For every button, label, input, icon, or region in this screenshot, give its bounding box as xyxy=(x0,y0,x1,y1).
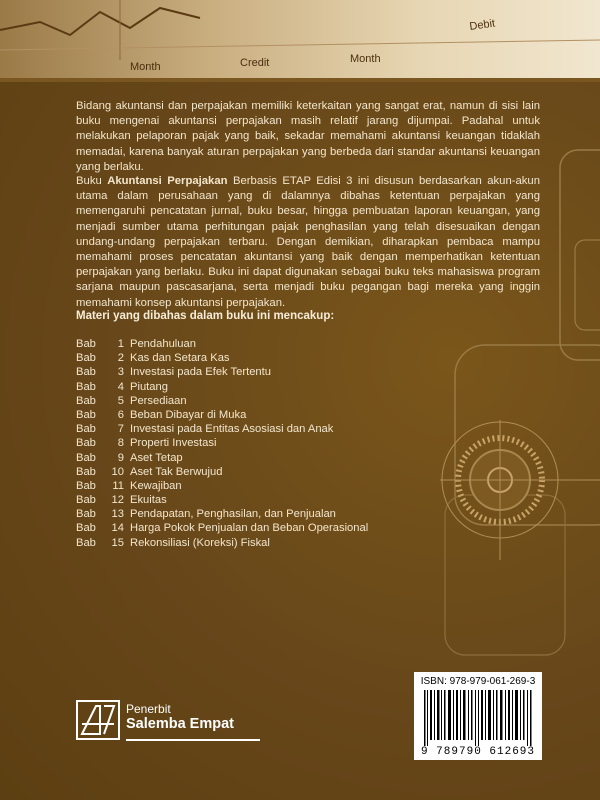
toc-bab-label: Bab xyxy=(76,451,96,464)
toc-bab-label: Bab xyxy=(76,508,96,521)
toc-bab-label: Bab xyxy=(76,437,96,450)
toc-title: Beban Dibayar di Muka xyxy=(130,408,247,421)
toc-bab-label: Bab xyxy=(76,408,96,421)
toc-item xyxy=(76,479,368,493)
barcode-digits: 9 789790 612693 xyxy=(420,746,536,758)
toc-number: 13 xyxy=(111,508,124,521)
toc-number: 3 xyxy=(117,366,124,379)
isbn-barcode-box xyxy=(414,672,542,760)
publisher-title: Salemba Empat xyxy=(126,716,234,732)
toc-title: Pendapatan, Penghasilan, dan Penjualan xyxy=(130,508,336,521)
table-of-contents xyxy=(76,337,368,550)
toc-title: Harga Pokok Penjualan dan Beban Operasional xyxy=(130,522,369,535)
toc-title: Properti Investasi xyxy=(130,437,217,450)
toc-number: 10 xyxy=(111,465,124,478)
toc-bab-label: Bab xyxy=(76,479,96,492)
toc-item xyxy=(76,394,368,408)
description-paragraph-1: Bidang akuntansi dan perpajakan memiliki keterkaitan yang sangat erat, namun di sisi lain buku mengenai akuntansi perpajakan masih relatif jarang dijumpai. Padahal untuk melakukan pelaporan pajak yang baik, sekadar memahami akuntansi keuangan tidaklah memadai, karena banyak aturan perpajakan yang berbeda dari standar akuntansi keuangan yang berlaku. xyxy=(76,100,540,173)
deco-rounded-rect-2 xyxy=(575,240,600,330)
toc-title: Aset Tak Berwujud xyxy=(130,465,223,478)
book-title-bold: Akuntansi Perpajakan xyxy=(107,175,228,187)
toc-number: 12 xyxy=(111,494,124,507)
toc-bab-label: Bab xyxy=(76,465,96,478)
salemba-empat-logo-icon xyxy=(76,700,120,740)
toc-title: Kewajiban xyxy=(130,479,182,492)
toc-item xyxy=(76,351,368,365)
toc-bab-label: Bab xyxy=(76,522,96,535)
publisher-name xyxy=(126,702,234,733)
toc-title: Aset Tetap xyxy=(130,451,183,464)
toc-title: Piutang xyxy=(130,380,168,393)
toc-item xyxy=(76,422,368,436)
toc-number: 7 xyxy=(117,423,124,436)
isbn-label: ISBN: 978-979-061-269-3 xyxy=(420,676,536,687)
toc-bab-label: Bab xyxy=(76,352,96,365)
toc-item xyxy=(76,451,368,465)
banner-word-1: Month xyxy=(130,61,161,73)
toc-item xyxy=(76,380,368,394)
toc-bab-label: Bab xyxy=(76,494,96,507)
toc-number: 6 xyxy=(117,408,124,421)
toc-item xyxy=(76,507,368,521)
description-paragraph-2 xyxy=(76,174,540,311)
toc-bab-label: Bab xyxy=(76,423,96,436)
toc-item xyxy=(76,536,368,550)
toc-item xyxy=(76,337,368,351)
toc-number: 15 xyxy=(111,536,124,549)
toc-number: 4 xyxy=(117,380,124,393)
toc-number: 9 xyxy=(117,451,124,464)
toc-number: 14 xyxy=(111,522,124,535)
paragraph2-rest: Berbasis ETAP Edisi 3 ini disusun berdasarkan akun-akun utama dalam perusahaan yang di dalamnya dibahas ketentuan perpajakan yang memengaruhi pencatatan jurnal, buku besar, hingga pembuatan laporan keuangan, yang menjadi sumber utama perhitungan pajak penghasilan yang telah disesuaikan dengan undang-undang perpajakan terbaru. Dengan demikian, diharapkan pembaca mampu memahami proses pencatatan akuntansi yang baik dengan memperhatikan ketentuan perpajakan yang berlaku. Buku ini dapat digunakan sebagai buku teks mahasiswa program sarjana maupun pascasarjana, serta menjadi buku pegangan bagi mereka yang inggin memahami konsep akuntansi perpajakan. xyxy=(76,175,540,309)
publisher-label: Penerbit xyxy=(126,702,171,716)
toc-title: Ekuitas xyxy=(130,494,167,507)
toc-number: 2 xyxy=(117,352,124,365)
barcode-graphic xyxy=(422,690,534,746)
toc-item xyxy=(76,521,368,535)
toc-number: 5 xyxy=(117,394,124,407)
paragraph2-lead: Buku xyxy=(76,175,108,187)
banner-word-2: Credit xyxy=(240,57,270,69)
toc-title: Investasi pada Efek Tertentu xyxy=(130,366,271,379)
toc-item xyxy=(76,365,368,379)
toc-item xyxy=(76,436,368,450)
toc-bab-label: Bab xyxy=(76,536,96,549)
toc-item xyxy=(76,493,368,507)
toc-title: Rekonsiliasi (Koreksi) Fiskal xyxy=(130,536,270,549)
toc-heading: Materi yang dibahas dalam buku ini mencakup: xyxy=(76,310,335,322)
banner-word-3: Month xyxy=(350,53,381,65)
toc-bab-label: Bab xyxy=(76,380,96,393)
banner-word-4: Debit xyxy=(468,17,496,33)
toc-number: 1 xyxy=(117,338,124,350)
toc-title: Investasi pada Entitas Asosiasi dan Anak xyxy=(130,423,334,436)
toc-title: Persediaan xyxy=(130,394,187,407)
toc-number: 11 xyxy=(112,479,124,492)
toc-bab-label: Bab xyxy=(76,338,96,350)
toc-title: Kas dan Setara Kas xyxy=(130,352,230,365)
toc-number: 8 xyxy=(117,437,124,450)
toc-item xyxy=(76,408,368,422)
toc-bab-label: Bab xyxy=(76,394,96,407)
publisher-underline xyxy=(126,739,260,741)
toc-title: Pendahuluan xyxy=(130,338,196,350)
toc-item xyxy=(76,465,368,479)
toc-bab-label: Bab xyxy=(76,366,96,379)
